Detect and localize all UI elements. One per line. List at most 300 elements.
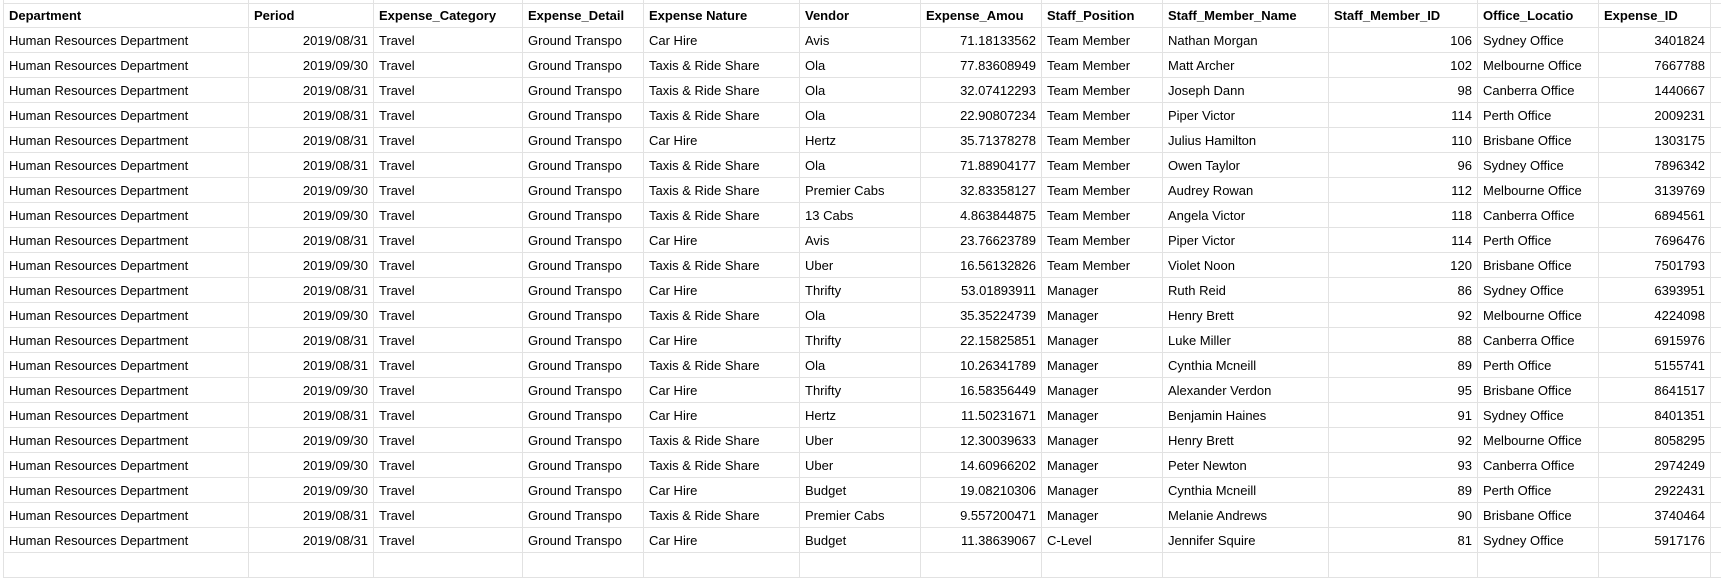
- cell-vendor[interactable]: Premier Cabs: [800, 503, 921, 527]
- cell-expense-id[interactable]: 6393951: [1599, 278, 1711, 302]
- cell-expense-amou[interactable]: 19.08210306: [921, 478, 1042, 502]
- cell-expense-category[interactable]: Travel: [374, 228, 523, 252]
- cell-staff-position[interactable]: Manager: [1042, 328, 1163, 352]
- partial-cell: [644, 0, 800, 3]
- cell-expense-nature[interactable]: Car Hire: [644, 378, 800, 402]
- cell-expense-detail[interactable]: Ground Transpo: [523, 253, 644, 277]
- cell-department[interactable]: Human Resources Department: [4, 178, 249, 202]
- cell-period[interactable]: 2019/08/31: [249, 278, 374, 302]
- cell-period[interactable]: 2019/08/31: [249, 403, 374, 427]
- cell-staff-member-id[interactable]: 86: [1329, 278, 1478, 302]
- column-header-staff-member-id[interactable]: Staff_Member_ID: [1329, 4, 1478, 27]
- cell-office-locatio[interactable]: Canberra Office: [1478, 203, 1599, 227]
- cell-period[interactable]: 2019/09/30: [249, 453, 374, 477]
- filler-cell: [1711, 0, 1721, 3]
- cell-department[interactable]: Human Resources Department: [4, 378, 249, 402]
- table-body: [4, 28, 1721, 578]
- cell-expense-amou[interactable]: 71.18133562: [921, 28, 1042, 52]
- partial-cell: [1478, 553, 1599, 577]
- cell-staff-member-id[interactable]: 102: [1329, 53, 1478, 77]
- column-header-expense-detail[interactable]: Expense_Detail: [523, 4, 644, 27]
- cell-vendor[interactable]: Thrifty: [800, 328, 921, 352]
- cell-expense-nature[interactable]: Car Hire: [644, 28, 800, 52]
- cell-staff-position[interactable]: Team Member: [1042, 153, 1163, 177]
- cell-office-locatio[interactable]: Sydney Office: [1478, 528, 1599, 552]
- cell-expense-amou[interactable]: 11.50231671: [921, 403, 1042, 427]
- cell-period[interactable]: 2019/08/31: [249, 78, 374, 102]
- cell-expense-id[interactable]: 8401351: [1599, 403, 1711, 427]
- cell-staff-member-id[interactable]: 114: [1329, 103, 1478, 127]
- cell-department[interactable]: Human Resources Department: [4, 278, 249, 302]
- cell-expense-detail[interactable]: Ground Transpo: [523, 428, 644, 452]
- cell-expense-detail[interactable]: Ground Transpo: [523, 278, 644, 302]
- cell-staff-member-name[interactable]: Julius Hamilton: [1163, 128, 1329, 152]
- cell-department[interactable]: Human Resources Department: [4, 253, 249, 277]
- cell-vendor[interactable]: Ola: [800, 78, 921, 102]
- cell-staff-member-name[interactable]: Matt Archer: [1163, 53, 1329, 77]
- column-header-vendor[interactable]: Vendor: [800, 4, 921, 27]
- cell-office-locatio[interactable]: Melbourne Office: [1478, 428, 1599, 452]
- cell-expense-detail[interactable]: Ground Transpo: [523, 403, 644, 427]
- column-header-staff-position[interactable]: Staff_Position: [1042, 4, 1163, 27]
- cell-expense-detail[interactable]: Ground Transpo: [523, 528, 644, 552]
- filler-cell: [1711, 153, 1721, 177]
- cell-expense-nature[interactable]: Car Hire: [644, 228, 800, 252]
- cell-staff-position[interactable]: Manager: [1042, 428, 1163, 452]
- cell-staff-position[interactable]: Team Member: [1042, 103, 1163, 127]
- cell-vendor[interactable]: 13 Cabs: [800, 203, 921, 227]
- partial-cell: [523, 553, 644, 577]
- cell-expense-category[interactable]: Travel: [374, 503, 523, 527]
- cell-staff-position[interactable]: Manager: [1042, 478, 1163, 502]
- cell-expense-category[interactable]: Travel: [374, 178, 523, 202]
- cell-expense-detail[interactable]: Ground Transpo: [523, 103, 644, 127]
- cell-expense-category[interactable]: Travel: [374, 403, 523, 427]
- cell-expense-amou[interactable]: 11.38639067: [921, 528, 1042, 552]
- cell-expense-detail[interactable]: Ground Transpo: [523, 378, 644, 402]
- cell-staff-member-id[interactable]: 91: [1329, 403, 1478, 427]
- cell-vendor[interactable]: Avis: [800, 28, 921, 52]
- table-row: [4, 28, 1721, 53]
- cell-expense-amou[interactable]: 32.83358127: [921, 178, 1042, 202]
- cell-staff-member-name[interactable]: Nathan Morgan: [1163, 28, 1329, 52]
- cell-expense-id[interactable]: 3139769: [1599, 178, 1711, 202]
- cell-staff-position[interactable]: Team Member: [1042, 28, 1163, 52]
- cell-expense-amou[interactable]: 35.71378278: [921, 128, 1042, 152]
- cell-expense-id[interactable]: 1440667: [1599, 78, 1711, 102]
- cell-staff-position[interactable]: Manager: [1042, 503, 1163, 527]
- column-header-expense-nature[interactable]: Expense Nature: [644, 4, 800, 27]
- cell-expense-amou[interactable]: 16.58356449: [921, 378, 1042, 402]
- cell-expense-nature[interactable]: Taxis & Ride Share: [644, 103, 800, 127]
- cell-staff-member-name[interactable]: Owen Taylor: [1163, 153, 1329, 177]
- cell-period[interactable]: 2019/08/31: [249, 328, 374, 352]
- cell-staff-position[interactable]: Manager: [1042, 378, 1163, 402]
- cell-office-locatio[interactable]: Melbourne Office: [1478, 303, 1599, 327]
- cell-staff-position[interactable]: Manager: [1042, 403, 1163, 427]
- cell-expense-id[interactable]: 1303175: [1599, 128, 1711, 152]
- cell-staff-position[interactable]: Team Member: [1042, 78, 1163, 102]
- column-header-staff-member-name[interactable]: Staff_Member_Name: [1163, 4, 1329, 27]
- table-row: [4, 253, 1721, 278]
- cell-expense-detail[interactable]: Ground Transpo: [523, 303, 644, 327]
- partial-cell: [523, 0, 644, 3]
- cell-staff-member-name[interactable]: Benjamin Haines: [1163, 403, 1329, 427]
- cell-expense-nature[interactable]: Taxis & Ride Share: [644, 153, 800, 177]
- cell-staff-member-name[interactable]: Henry Brett: [1163, 303, 1329, 327]
- cell-expense-nature[interactable]: Taxis & Ride Share: [644, 178, 800, 202]
- cell-staff-member-name[interactable]: Joseph Dann: [1163, 78, 1329, 102]
- cell-expense-nature[interactable]: Taxis & Ride Share: [644, 203, 800, 227]
- cell-expense-category[interactable]: Travel: [374, 103, 523, 127]
- cell-office-locatio[interactable]: Perth Office: [1478, 478, 1599, 502]
- cell-expense-nature[interactable]: Taxis & Ride Share: [644, 303, 800, 327]
- cell-vendor[interactable]: Hertz: [800, 128, 921, 152]
- cell-department[interactable]: Human Resources Department: [4, 453, 249, 477]
- cell-expense-nature[interactable]: Taxis & Ride Share: [644, 53, 800, 77]
- partial-cell: [1329, 0, 1478, 3]
- cell-staff-member-name[interactable]: Cynthia Mcneill: [1163, 478, 1329, 502]
- cell-expense-category[interactable]: Travel: [374, 28, 523, 52]
- cell-expense-nature[interactable]: Taxis & Ride Share: [644, 453, 800, 477]
- cell-expense-amou[interactable]: 12.30039633: [921, 428, 1042, 452]
- partial-cell: [1042, 0, 1163, 3]
- cell-expense-nature[interactable]: Car Hire: [644, 403, 800, 427]
- cell-expense-id[interactable]: 7896342: [1599, 153, 1711, 177]
- column-header-period[interactable]: Period: [249, 4, 374, 27]
- cell-expense-category[interactable]: Travel: [374, 53, 523, 77]
- cell-expense-amou[interactable]: 9.557200471: [921, 503, 1042, 527]
- filler-cell: [1711, 203, 1721, 227]
- column-header-office-locatio[interactable]: Office_Locatio: [1478, 4, 1599, 27]
- cell-expense-nature[interactable]: Car Hire: [644, 478, 800, 502]
- cell-department[interactable]: Human Resources Department: [4, 78, 249, 102]
- filler-cell: [1711, 528, 1721, 552]
- cell-staff-member-id[interactable]: 81: [1329, 528, 1478, 552]
- partial-cell: [1163, 0, 1329, 3]
- cell-staff-member-name[interactable]: Piper Victor: [1163, 103, 1329, 127]
- cell-department[interactable]: Human Resources Department: [4, 428, 249, 452]
- table-row: [4, 528, 1721, 553]
- cell-staff-position[interactable]: Team Member: [1042, 128, 1163, 152]
- cell-expense-id[interactable]: 3401824: [1599, 28, 1711, 52]
- cell-vendor[interactable]: Thrifty: [800, 378, 921, 402]
- cell-staff-member-id[interactable]: 95: [1329, 378, 1478, 402]
- cell-office-locatio[interactable]: Brisbane Office: [1478, 253, 1599, 277]
- filler-cell: [1711, 553, 1721, 577]
- table-row: [4, 53, 1721, 78]
- cell-staff-member-id[interactable]: 120: [1329, 253, 1478, 277]
- cell-expense-detail[interactable]: Ground Transpo: [523, 28, 644, 52]
- cell-expense-nature[interactable]: Taxis & Ride Share: [644, 78, 800, 102]
- cell-staff-member-id[interactable]: 106: [1329, 28, 1478, 52]
- cell-expense-category[interactable]: Travel: [374, 378, 523, 402]
- cell-expense-nature[interactable]: Taxis & Ride Share: [644, 428, 800, 452]
- cell-expense-category[interactable]: Travel: [374, 428, 523, 452]
- cell-staff-member-name[interactable]: Violet Noon: [1163, 253, 1329, 277]
- cell-expense-id[interactable]: 3740464: [1599, 503, 1711, 527]
- cell-staff-position[interactable]: Team Member: [1042, 228, 1163, 252]
- cell-staff-member-id[interactable]: 110: [1329, 128, 1478, 152]
- cell-expense-detail[interactable]: Ground Transpo: [523, 478, 644, 502]
- cell-office-locatio[interactable]: Melbourne Office: [1478, 178, 1599, 202]
- cell-expense-nature[interactable]: Car Hire: [644, 278, 800, 302]
- cell-expense-nature[interactable]: Car Hire: [644, 528, 800, 552]
- cell-office-locatio[interactable]: Perth Office: [1478, 353, 1599, 377]
- cell-period[interactable]: 2019/08/31: [249, 103, 374, 127]
- cell-expense-category[interactable]: Travel: [374, 453, 523, 477]
- cell-department[interactable]: Human Resources Department: [4, 103, 249, 127]
- cell-staff-member-id[interactable]: 89: [1329, 353, 1478, 377]
- cell-period[interactable]: 2019/08/31: [249, 128, 374, 152]
- cell-period[interactable]: 2019/09/30: [249, 478, 374, 502]
- cell-expense-amou[interactable]: 4.863844875: [921, 203, 1042, 227]
- cell-staff-member-name[interactable]: Melanie Andrews: [1163, 503, 1329, 527]
- filler-cell: [1711, 328, 1721, 352]
- cell-expense-category[interactable]: Travel: [374, 78, 523, 102]
- cell-expense-category[interactable]: Travel: [374, 353, 523, 377]
- cell-staff-member-id[interactable]: 89: [1329, 478, 1478, 502]
- cell-staff-member-id[interactable]: 92: [1329, 303, 1478, 327]
- cell-period[interactable]: 2019/09/30: [249, 303, 374, 327]
- cell-staff-position[interactable]: C-Level: [1042, 528, 1163, 552]
- partial-cell: [800, 553, 921, 577]
- cell-department[interactable]: Human Resources Department: [4, 303, 249, 327]
- cell-expense-id[interactable]: 6894561: [1599, 203, 1711, 227]
- column-header-expense-amou[interactable]: Expense_Amou: [921, 4, 1042, 27]
- cell-expense-category[interactable]: Travel: [374, 478, 523, 502]
- cell-staff-position[interactable]: Manager: [1042, 453, 1163, 477]
- cell-office-locatio[interactable]: Sydney Office: [1478, 403, 1599, 427]
- cell-department[interactable]: Human Resources Department: [4, 53, 249, 77]
- cell-staff-member-id[interactable]: 88: [1329, 328, 1478, 352]
- cell-expense-nature[interactable]: Car Hire: [644, 128, 800, 152]
- cell-expense-nature[interactable]: Taxis & Ride Share: [644, 503, 800, 527]
- cell-period[interactable]: 2019/09/30: [249, 203, 374, 227]
- cell-vendor[interactable]: Budget: [800, 478, 921, 502]
- cell-staff-member-name[interactable]: Cynthia Mcneill: [1163, 353, 1329, 377]
- cell-staff-member-id[interactable]: 114: [1329, 228, 1478, 252]
- cell-expense-nature[interactable]: Taxis & Ride Share: [644, 353, 800, 377]
- column-header-expense-id[interactable]: Expense_ID: [1599, 4, 1711, 27]
- cell-office-locatio[interactable]: Melbourne Office: [1478, 53, 1599, 77]
- cell-vendor[interactable]: Ola: [800, 353, 921, 377]
- cell-expense-amou[interactable]: 23.76623789: [921, 228, 1042, 252]
- cell-department[interactable]: Human Resources Department: [4, 503, 249, 527]
- cell-period[interactable]: 2019/09/30: [249, 428, 374, 452]
- cell-period[interactable]: 2019/08/31: [249, 528, 374, 552]
- cell-office-locatio[interactable]: Brisbane Office: [1478, 378, 1599, 402]
- table-row: [4, 203, 1721, 228]
- cell-expense-category[interactable]: Travel: [374, 328, 523, 352]
- cell-period[interactable]: 2019/09/30: [249, 178, 374, 202]
- cell-staff-member-id[interactable]: 118: [1329, 203, 1478, 227]
- cell-vendor[interactable]: Uber: [800, 453, 921, 477]
- cell-vendor[interactable]: Premier Cabs: [800, 178, 921, 202]
- cell-expense-category[interactable]: Travel: [374, 128, 523, 152]
- cell-expense-id[interactable]: 5917176: [1599, 528, 1711, 552]
- table-row: [4, 328, 1721, 353]
- cell-vendor[interactable]: Ola: [800, 53, 921, 77]
- partial-cell: [4, 0, 249, 3]
- cell-expense-detail[interactable]: Ground Transpo: [523, 228, 644, 252]
- cell-expense-detail[interactable]: Ground Transpo: [523, 53, 644, 77]
- cell-office-locatio[interactable]: Sydney Office: [1478, 28, 1599, 52]
- cell-department[interactable]: Human Resources Department: [4, 528, 249, 552]
- cell-expense-id[interactable]: 8058295: [1599, 428, 1711, 452]
- cell-vendor[interactable]: Uber: [800, 253, 921, 277]
- cell-department[interactable]: Human Resources Department: [4, 403, 249, 427]
- cell-staff-position[interactable]: Manager: [1042, 278, 1163, 302]
- cell-department[interactable]: Human Resources Department: [4, 28, 249, 52]
- cell-department[interactable]: Human Resources Department: [4, 328, 249, 352]
- cell-expense-category[interactable]: Travel: [374, 153, 523, 177]
- cell-expense-amou[interactable]: 71.88904177: [921, 153, 1042, 177]
- cell-expense-detail[interactable]: Ground Transpo: [523, 153, 644, 177]
- cell-staff-member-id[interactable]: 90: [1329, 503, 1478, 527]
- cell-period[interactable]: 2019/08/31: [249, 153, 374, 177]
- cell-expense-id[interactable]: 5155741: [1599, 353, 1711, 377]
- cell-expense-detail[interactable]: Ground Transpo: [523, 353, 644, 377]
- cell-expense-id[interactable]: 6915976: [1599, 328, 1711, 352]
- cell-department[interactable]: Human Resources Department: [4, 128, 249, 152]
- cell-department[interactable]: Human Resources Department: [4, 478, 249, 502]
- table-row: [4, 128, 1721, 153]
- cell-office-locatio[interactable]: Sydney Office: [1478, 278, 1599, 302]
- cell-vendor[interactable]: Ola: [800, 153, 921, 177]
- cell-vendor[interactable]: Ola: [800, 303, 921, 327]
- cell-expense-id[interactable]: 2009231: [1599, 103, 1711, 127]
- table-row: [4, 228, 1721, 253]
- cell-expense-detail[interactable]: Ground Transpo: [523, 178, 644, 202]
- cell-expense-amou[interactable]: 53.01893911: [921, 278, 1042, 302]
- cell-expense-amou[interactable]: 10.26341789: [921, 353, 1042, 377]
- cell-staff-member-name[interactable]: Ruth Reid: [1163, 278, 1329, 302]
- table-row: [4, 378, 1721, 403]
- cell-office-locatio[interactable]: Canberra Office: [1478, 328, 1599, 352]
- cell-staff-member-id[interactable]: 93: [1329, 453, 1478, 477]
- cell-staff-member-id[interactable]: 112: [1329, 178, 1478, 202]
- cell-expense-id[interactable]: 2922431: [1599, 478, 1711, 502]
- cell-staff-member-id[interactable]: 98: [1329, 78, 1478, 102]
- filler-cell: [1711, 128, 1721, 152]
- partial-cell: [249, 0, 374, 3]
- cell-expense-category[interactable]: Travel: [374, 528, 523, 552]
- cell-period[interactable]: 2019/09/30: [249, 53, 374, 77]
- cell-vendor[interactable]: Uber: [800, 428, 921, 452]
- cell-staff-position[interactable]: Team Member: [1042, 203, 1163, 227]
- cell-period[interactable]: 2019/09/30: [249, 378, 374, 402]
- cell-department[interactable]: Human Resources Department: [4, 203, 249, 227]
- cell-expense-id[interactable]: 7696476: [1599, 228, 1711, 252]
- cell-period[interactable]: 2019/08/31: [249, 503, 374, 527]
- spreadsheet-grid: [3, 0, 1721, 578]
- cell-expense-detail[interactable]: Ground Transpo: [523, 128, 644, 152]
- cell-expense-amou[interactable]: 77.83608949: [921, 53, 1042, 77]
- table-row: [4, 428, 1721, 453]
- cell-expense-detail[interactable]: Ground Transpo: [523, 328, 644, 352]
- cell-office-locatio[interactable]: Perth Office: [1478, 103, 1599, 127]
- cell-staff-member-name[interactable]: Alexander Verdon: [1163, 378, 1329, 402]
- cell-expense-id[interactable]: 7667788: [1599, 53, 1711, 77]
- cell-staff-member-name[interactable]: Piper Victor: [1163, 228, 1329, 252]
- cell-expense-id[interactable]: 2974249: [1599, 453, 1711, 477]
- cell-department[interactable]: Human Resources Department: [4, 228, 249, 252]
- cell-staff-member-name[interactable]: Audrey Rowan: [1163, 178, 1329, 202]
- cell-period[interactable]: 2019/08/31: [249, 228, 374, 252]
- cell-expense-amou[interactable]: 32.07412293: [921, 78, 1042, 102]
- cell-expense-category[interactable]: Travel: [374, 278, 523, 302]
- cell-expense-detail[interactable]: Ground Transpo: [523, 453, 644, 477]
- cell-expense-category[interactable]: Travel: [374, 253, 523, 277]
- cell-vendor[interactable]: Avis: [800, 228, 921, 252]
- cell-staff-position[interactable]: Team Member: [1042, 178, 1163, 202]
- cell-expense-detail[interactable]: Ground Transpo: [523, 203, 644, 227]
- cell-vendor[interactable]: Ola: [800, 103, 921, 127]
- cell-staff-position[interactable]: Manager: [1042, 303, 1163, 327]
- cell-office-locatio[interactable]: Canberra Office: [1478, 453, 1599, 477]
- column-header-department[interactable]: Department: [4, 4, 249, 27]
- cell-staff-member-name[interactable]: Angela Victor: [1163, 203, 1329, 227]
- cell-staff-position[interactable]: Team Member: [1042, 253, 1163, 277]
- cell-period[interactable]: 2019/09/30: [249, 253, 374, 277]
- cell-staff-member-name[interactable]: Luke Miller: [1163, 328, 1329, 352]
- cell-staff-member-name[interactable]: Peter Newton: [1163, 453, 1329, 477]
- cell-expense-category[interactable]: Travel: [374, 303, 523, 327]
- cell-expense-amou[interactable]: 14.60966202: [921, 453, 1042, 477]
- cell-expense-id[interactable]: 8641517: [1599, 378, 1711, 402]
- cell-expense-amou[interactable]: 16.56132826: [921, 253, 1042, 277]
- cell-expense-amou[interactable]: 22.15825851: [921, 328, 1042, 352]
- header-row: [4, 4, 1721, 28]
- filler-cell: [1711, 28, 1721, 52]
- cell-office-locatio[interactable]: Sydney Office: [1478, 153, 1599, 177]
- filler-cell: [1711, 453, 1721, 477]
- filler-cell: [1711, 478, 1721, 502]
- cell-staff-position[interactable]: Team Member: [1042, 53, 1163, 77]
- cell-period[interactable]: 2019/08/31: [249, 28, 374, 52]
- cell-department[interactable]: Human Resources Department: [4, 353, 249, 377]
- cell-department[interactable]: Human Resources Department: [4, 153, 249, 177]
- cell-expense-detail[interactable]: Ground Transpo: [523, 503, 644, 527]
- cell-vendor[interactable]: Budget: [800, 528, 921, 552]
- cell-period[interactable]: 2019/08/31: [249, 353, 374, 377]
- cell-expense-nature[interactable]: Taxis & Ride Share: [644, 253, 800, 277]
- cell-expense-nature[interactable]: Car Hire: [644, 328, 800, 352]
- cell-office-locatio[interactable]: Canberra Office: [1478, 78, 1599, 102]
- cell-expense-id[interactable]: 7501793: [1599, 253, 1711, 277]
- filler-cell: [1711, 278, 1721, 302]
- cell-staff-member-id[interactable]: 92: [1329, 428, 1478, 452]
- cell-staff-member-name[interactable]: Jennifer Squire: [1163, 528, 1329, 552]
- cell-office-locatio[interactable]: Brisbane Office: [1478, 503, 1599, 527]
- cell-expense-category[interactable]: Travel: [374, 203, 523, 227]
- column-header-expense-category[interactable]: Expense_Category: [374, 4, 523, 27]
- cell-expense-id[interactable]: 4224098: [1599, 303, 1711, 327]
- cell-vendor[interactable]: Thrifty: [800, 278, 921, 302]
- cell-office-locatio[interactable]: Brisbane Office: [1478, 128, 1599, 152]
- cell-office-locatio[interactable]: Perth Office: [1478, 228, 1599, 252]
- cell-expense-amou[interactable]: 22.90807234: [921, 103, 1042, 127]
- cell-vendor[interactable]: Hertz: [800, 403, 921, 427]
- partial-cell: [1163, 553, 1329, 577]
- cell-staff-member-name[interactable]: Henry Brett: [1163, 428, 1329, 452]
- cell-expense-amou[interactable]: 35.35224739: [921, 303, 1042, 327]
- table-row: [4, 178, 1721, 203]
- cell-staff-member-id[interactable]: 96: [1329, 153, 1478, 177]
- cell-expense-detail[interactable]: Ground Transpo: [523, 78, 644, 102]
- cell-staff-position[interactable]: Manager: [1042, 353, 1163, 377]
